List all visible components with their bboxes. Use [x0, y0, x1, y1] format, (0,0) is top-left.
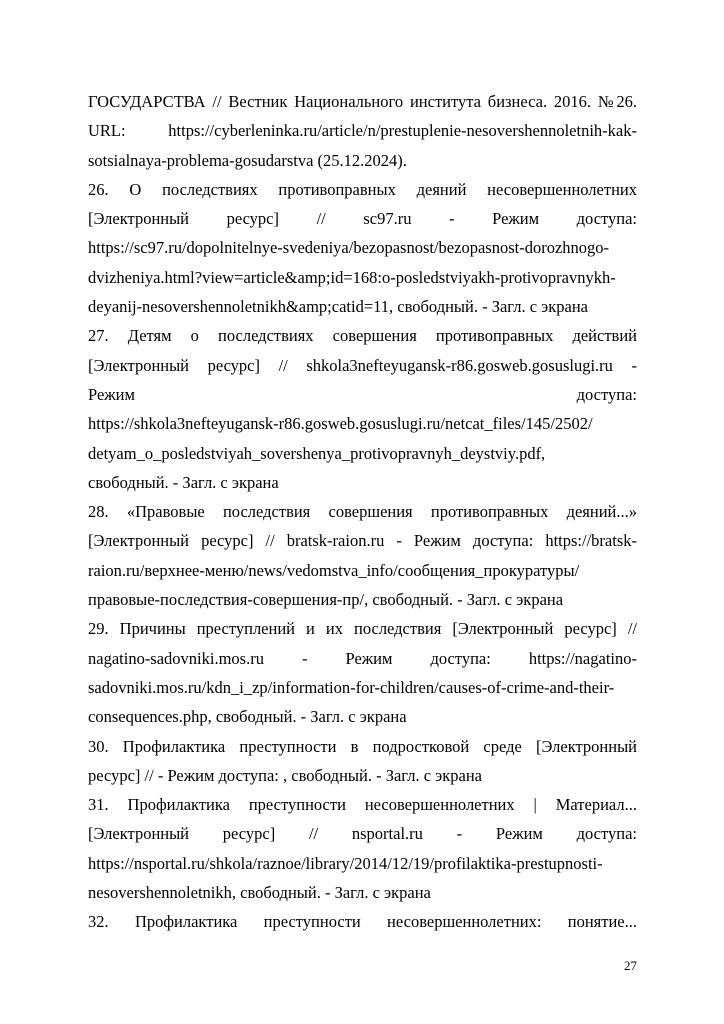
references-list [88, 87, 637, 937]
text-line: nesovershennoletnikh, свободный. - Загл. с экрана [88, 883, 431, 903]
text-line: nagatino-sadovniki.mos.ru - Режим доступа: https://nagatino- [88, 648, 637, 668]
text-line: Режим доступа: [88, 384, 637, 404]
text-line: правовые-последствия-совершения-пр/, свободный. - Загл. с экрана [88, 590, 564, 610]
text-line: URL: https://cyberleninka.ru/article/n/prestuplenie-nesovershennoletnih-kak- [88, 121, 637, 141]
text-line: sotsialnaya-problema-gosudarstva (25.12.2024). [88, 150, 407, 170]
text-line: sadovniki.mos.ru/kdn_i_zp/information-for-children/causes-of-crime-and-their- [88, 677, 615, 697]
text-line: deyanij-nesovershennoletnikh&amp;catid=11, свободный. - Загл. с экрана [88, 297, 588, 317]
text-line: свободный. - Загл. с экрана [88, 472, 279, 492]
text-line: dvizheniya.html?view=article&amp;id=168:o-posledstviyakh-protivopravnykh- [88, 267, 616, 287]
text-line: 31. Профилактика преступности несовершеннолетних | Материал... [88, 795, 637, 815]
text-line: 29. Причины преступлений и их последствия [Электронный ресурс] // [88, 619, 637, 639]
text-line: consequences.php, свободный. - Загл. с экрана [88, 707, 407, 727]
page-number: 27 [624, 958, 637, 973]
text-line: https://nsportal.ru/shkola/raznoe/library/2014/12/19/profilaktika-prestupnosti- [88, 853, 603, 873]
text-line: 26. О последствиях противоправных деяний несовершеннолетних [88, 179, 637, 199]
text-line: [Электронный ресурс] // nsportal.ru - Режим доступа: [88, 824, 637, 844]
text-line: [Электронный ресурс] // sc97.ru - Режим доступа: [88, 209, 637, 229]
text-line: https://sc97.ru/dopolnitelnye-svedeniya/bezopasnost/bezopasnost-dorozhnogo- [88, 238, 610, 258]
text-line: 28. «Правовые последствия совершения противоправных деяний...» [88, 502, 637, 522]
text-line: 32. Профилактика преступности несовершеннолетних: понятие... [88, 912, 637, 932]
text-line: https://shkola3nefteyugansk-r86.gosweb.gosuslugi.ru/netcat_files/145/2502/ [88, 414, 593, 434]
text-line: [Электронный ресурс] // shkola3nefteyugansk-r86.gosweb.gosuslugi.ru - [88, 355, 637, 375]
text-line: 30. Профилактика преступности в подростковой среде [Электронный [88, 736, 637, 756]
text-line: 27. Детям о последствиях совершения противоправных действий [88, 326, 637, 346]
text-line: ресурс] // - Режим доступа: , свободный. - Загл. с экрана [88, 765, 482, 785]
text-line: raion.ru/верхнее-меню/news/vedomstva_info/сообщения_прокуратуры/ [88, 560, 580, 580]
text-line: [Электронный ресурс] // bratsk-raion.ru - Режим доступа: https://bratsk- [88, 531, 637, 551]
text-line: detyam_o_posledstviyah_sovershenya_protivopravnyh_deystviy.pdf, [88, 443, 546, 463]
text-line: ГОСУДАРСТВА // Вестник Национального института бизнеса. 2016. №26. [88, 92, 637, 111]
